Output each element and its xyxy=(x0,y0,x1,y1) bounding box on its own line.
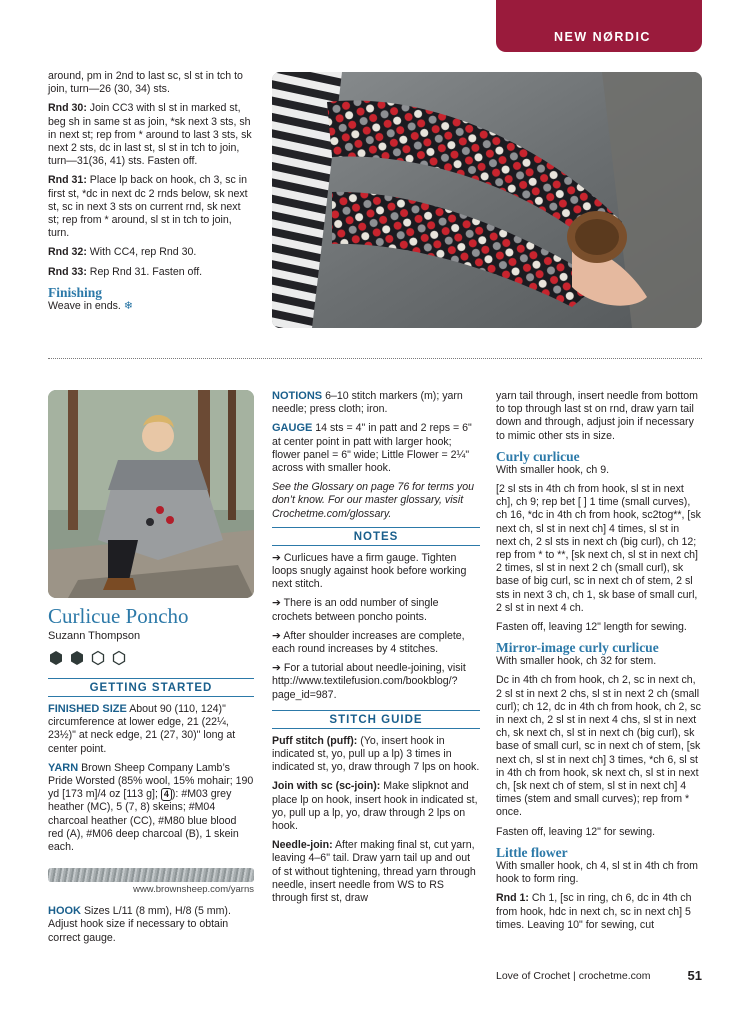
rnd-32: Rnd 32: With CC4, rep Rnd 30. xyxy=(48,246,197,259)
skill-level-indicator xyxy=(48,650,254,666)
note-item: ➔ There is an odd number of single crochets between poncho points. xyxy=(272,597,439,623)
mirror-body: Dc in 4th ch from hook, ch 2, sc in next ch, 2 sl st in next 2 chs, sl st in next 2 ch (small curl); ch 12, dc in 4th ch from hook, ch 2, sc in next ch, 2 sl st in next 4 chs, sl st in next ch, sk next ch, sl st in next ch (big curl), sk base of small curl, sc in next ch of stem, [sk next ch, sl st in next ch] 3 times, *ch 6, sl st in 4th ch from hook, sk next ch, sl st in next ch, [sk next ch of stem, sl st in next ch] 4 times (stem and small curves); rep from * once. xyxy=(496,674,701,819)
pattern-title-block xyxy=(48,604,254,666)
rnd-1: Rnd 1: Ch 1, [sc in ring, ch 6, dc in 4th ch from hook, hdc in next ch, sc in next ch] 5 times. Leaving 10" for sewing, cut xyxy=(496,892,692,931)
curly-end: Fasten off, leaving 12" length for sewing. xyxy=(496,621,687,634)
skill-hexagon-empty-icon xyxy=(93,652,104,665)
page-number: 51 xyxy=(687,968,702,983)
hook-info: HOOK Sizes L/11 (8 mm), H/8 (5 mm). Adjust hook size if necessary to obtain correct gauge. xyxy=(48,905,231,944)
website: crochetme.com xyxy=(578,970,651,982)
notions: NOTIONS 6–10 stitch markers (m); yarn needle; press cloth; iron. xyxy=(272,390,463,416)
page-footer: Love of Crochet | crochetme.com 51 xyxy=(496,968,702,983)
mirror-curlicue-heading: Mirror-image curly curlicue xyxy=(496,640,659,656)
rnd-30: Rnd 30: Join CC3 with sl st in marked st, beg sh in same st as join, *sk next 3 sts, sh in next st; rep from * around to last 3 sts, sk next 2 sts, dc in last st, sl st in tch to join, turn—31(36, 41) sts. Fasten off. xyxy=(48,102,252,168)
glossary-note: See the Glossary on page 76 for terms you don’t know. For our master glossary, visit Crochetme.com/glossary. xyxy=(272,481,474,520)
finished-size: FINISHED SIZE About 90 (110, 124)" circumference at lower edge, 21 (22¼, 23½)" at neck edge, 21 (27, 30)" long at center point. xyxy=(48,703,236,755)
pattern-title: Curlicue Poncho xyxy=(48,604,189,628)
gauge: GAUGE 14 sts = 4" in patt and 2 reps = 6" at center point in patt with larger hook; flower panel = 6" wide; Little Flower = 2¼" across with smaller hook. xyxy=(272,422,472,475)
paragraph: yarn tail through, insert needle from bottom to top through last st on rnd, draw yarn tail down and through, adjust join if necessary to mimic other sts in size. xyxy=(496,390,698,442)
skill-hexagon-filled-icon xyxy=(71,651,83,665)
skill-hexagon-filled-icon xyxy=(50,651,62,665)
arrow-icon: ➔ xyxy=(272,551,281,564)
arrow-icon: ➔ xyxy=(272,629,281,642)
section-divider xyxy=(48,358,702,359)
instructions-column xyxy=(496,390,702,938)
yarn-url: www.brownsheep.com/yarns xyxy=(133,884,254,896)
top-left-column xyxy=(48,70,254,319)
rnd-33: Rnd 33: Rep Rnd 31. Fasten off. xyxy=(48,265,203,278)
curly-body: [2 sl sts in 4th ch from hook, sl st in next ch], ch 9; rep bet [ ] 1 time (small curves), ch 16, *dc in 4th ch from hook, sc2tog**, [sk next ch, sl st in next ch] 4 times, sl st in next ch, 2 sl sts in next ch (big curl), ch 12; rep from * to **, [sk next ch, sl st in next ch] 2 times, sl st in next 2 ch (small curl), sk base of big curl, sc in next ch of stem, 2 sl sts in next 3 ch, ch 1, sk base of small curl, 2 sl st in next 4 ch. xyxy=(496,483,701,614)
finishing-text: Weave in ends. ❄ xyxy=(48,299,133,312)
yarn-info: YARN Brown Sheep Company Lamb’s Pride Worsted (85% wool, 15% mohair; 190 yd [173 m]/4 oz [113 g]; 4 ): #M03 grey heather (MC), 5 (7, 8) skeins; #M04 charcoal heather (CC), #M80 blue blood red (A), #M06 deep charcoal (B), 1 skein each. xyxy=(48,761,254,854)
yarn-swatch xyxy=(48,868,254,882)
note-item: ➔ After shoulder increases are complete, each round increases by 4 stitches. xyxy=(272,629,465,656)
needle-join: Needle-join: After making final st, cut yarn, leaving 4–6" tail. Draw yarn tail up and out of st without tightening, thread yarn through needle, insert needle from WS to RS through first st, draw xyxy=(272,839,476,905)
pattern-author: Suzann Thompson xyxy=(48,630,141,642)
section-badge: NEW NØRDIC xyxy=(496,0,702,52)
notes-heading: NOTES xyxy=(272,527,480,546)
flower-intro: With smaller hook, ch 4, sl st in 4th ch from hook to form ring. xyxy=(496,859,698,886)
poncho-photo xyxy=(48,390,254,598)
paragraph: around, pm in 2nd to last sc, sl st in tch to join, turn—26 (30, 34) sts. xyxy=(48,70,243,96)
curly-curlicue-heading: Curly curlicue xyxy=(496,448,580,464)
note-item: ➔ For a tutorial about needle-joining, visit http://www.textilefusion.com/bookblog/?page_id=987. xyxy=(272,662,466,701)
mitts-photo xyxy=(272,72,702,328)
note-item: ➔ Curlicues have a firm gauge. Tighten loops snugly against hook before working next stitch. xyxy=(272,551,467,591)
materials-column xyxy=(272,390,480,911)
stitch-guide-heading: STITCH GUIDE xyxy=(272,710,480,729)
rnd-31: Rnd 31: Place lp back on hook, ch 3, sc in first st, *dc in next dc 2 rnds below, sk next st, sc in next 3 sts on current rnd, sk next st; rep from * around, sl st in tch to join, turn. xyxy=(48,174,248,240)
mirror-end: Fasten off, leaving 12" for sewing. xyxy=(496,825,656,838)
yarn-weight-icon: 4 xyxy=(161,788,172,801)
arrow-icon: ➔ xyxy=(272,597,281,610)
getting-started-heading: GETTING STARTED xyxy=(48,678,254,697)
snowflake-icon: ❄ xyxy=(123,299,133,312)
puff-stitch: Puff stitch (puff): (Yo, insert hook in indicated st, yo, pull up a lp) 3 times in indicated st, yo, draw through 7 lps on hook. xyxy=(272,734,480,774)
mirror-intro: With smaller hook, ch 32 for stem. xyxy=(496,655,657,668)
getting-started-column xyxy=(48,678,254,951)
little-flower-heading: Little flower xyxy=(496,844,568,860)
curly-intro: With smaller hook, ch 9. xyxy=(496,463,610,476)
magazine-name: Love of Crochet xyxy=(496,970,571,982)
finishing-heading: Finishing xyxy=(48,284,103,300)
skill-hexagon-empty-icon xyxy=(114,652,125,665)
arrow-icon: ➔ xyxy=(272,662,281,675)
sc-join: Join with sc (sc-join): Make slipknot and place lp on hook, insert hook in indicated st, yo, pull up a lp, yo, draw through 2 lps on hook. xyxy=(272,780,478,833)
